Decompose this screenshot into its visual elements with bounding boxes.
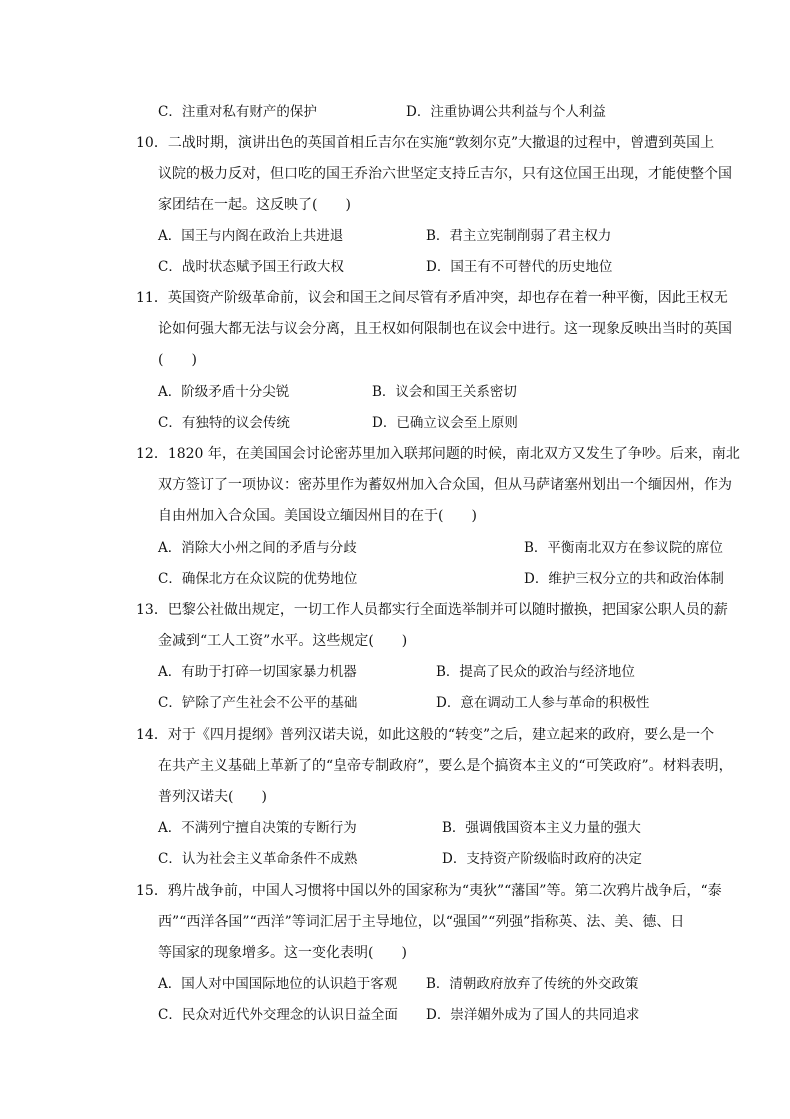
- q11-stem-line-2: 论如何强大都无法与议会分离，且王权如何限制也在议会中进行。这一现象反映出当时的英国: [158, 321, 732, 337]
- q12-stem-line-1: 12．1820 年，在美国国会讨论密苏里加入联邦问题的时候，南北双方又发生了争吵。后来，南北: [136, 446, 740, 462]
- q11-stem-line-1: 11．英国资产阶级革命前，议会和国王之间尽管有矛盾冲突，却也存在着一种平衡，因此王权无: [136, 290, 728, 306]
- q15-option-c: C．民众对近代外交理念的认识日益全面: [158, 1007, 398, 1023]
- q10-option-a: A．国王与内阁在政治上共进退: [158, 228, 344, 244]
- q12-stem-line-2: 双方签订了一项协议：密苏里作为蓄奴州加入合众国，但从马萨诸塞州划出一个缅因州，作为: [158, 477, 732, 493]
- q14-option-b: B．强调俄国资本主义力量的强大: [442, 820, 641, 836]
- q14-stem-line-2: 在共产主义基础上革新了的“皇帝专制政府”，要么是个搞资本主义的“可笑政府”。材料表明，: [158, 758, 733, 774]
- q12-stem-line-3: 自由州加入合众国。美国设立缅因州目的在于( ): [158, 508, 477, 524]
- q10-option-b: B．君主立宪制削弱了君主权力: [426, 228, 612, 244]
- q12-option-b: B．平衡南北双方在参议院的席位: [524, 540, 723, 556]
- q13-stem-line-2: 金减到“工人工资”水平。这些规定( ): [158, 633, 408, 649]
- q11-option-a: A．阶级矛盾十分尖锐: [158, 384, 290, 400]
- q9-option-c: C．注重对私有财产的保护: [158, 104, 317, 120]
- q11-option-b: B．议会和国王关系密切: [372, 384, 517, 400]
- q15-option-d: D．崇洋媚外成为了国人的共同追求: [426, 1007, 640, 1023]
- q14-option-c: C．认为社会主义革命条件不成熟: [158, 851, 358, 867]
- q10-stem-line-3: 家团结在一起。这反映了( ): [158, 197, 351, 213]
- q13-option-d: D．意在调动工人参与革命的积极性: [436, 695, 650, 711]
- q14-option-d: D．支持资产阶级临时政府的决定: [442, 851, 642, 867]
- q15-stem-line-1: 15．鸦片战争前，中国人习惯将中国以外的国家称为“夷狄”“藩国”等。第二次鸦片战争后，“泰: [136, 883, 722, 899]
- q14-stem-line-3: 普列汉诺夫( ): [158, 789, 267, 805]
- q13-option-b: B．提高了民众的政治与经济地位: [436, 664, 635, 680]
- q10-option-d: D．国王有不可替代的历史地位: [426, 259, 613, 275]
- q15-option-b: B．清朝政府放弃了传统的外交政策: [426, 976, 639, 992]
- q14-option-a: A．不满列宁擅自决策的专断行为: [158, 820, 357, 836]
- q10-option-c: C．战时状态赋予国王行政大权: [158, 259, 344, 275]
- q14-stem-line-1: 14．对于《四月提纲》普列汉诺夫说，如此这般的“转变”之后，建立起来的政府，要么是一个: [136, 727, 715, 743]
- q13-option-c: C．铲除了产生社会不公平的基础: [158, 695, 358, 711]
- q11-option-d: D．已确立议会至上原则: [372, 415, 518, 431]
- q10-stem-line-2: 议院的极力反对，但口吃的国王乔治六世坚定支持丘吉尔，只有这位国王出现，才能使整个国: [158, 166, 732, 182]
- q12-option-c: C．确保北方在众议院的优势地位: [158, 571, 358, 587]
- q9-option-d: D．注重协调公共利益与个人利益: [406, 104, 606, 120]
- q11-option-c: C．有独特的议会传统: [158, 415, 290, 431]
- q13-stem-line-1: 13．巴黎公社做出规定，一切工作人员都实行全面选举制并可以随时撤换，把国家公职人员的薪: [136, 602, 728, 618]
- q11-stem-line-3: ( ): [158, 352, 197, 368]
- q12-option-d: D．维护三权分立的共和政治体制: [524, 571, 724, 587]
- q15-stem-line-2: 西”“西洋各国”“西洋”等词汇居于主导地位，以“强国”“列强”指称英、法、美、德、日: [158, 914, 685, 930]
- q12-option-a: A．消除大小州之间的矛盾与分歧: [158, 540, 357, 556]
- q10-stem-line-1: 10．二战时期，演讲出色的英国首相丘吉尔在实施“敦刻尔克”大撤退的过程中，曾遭到英国上: [136, 135, 715, 151]
- q13-option-a: A．有助于打碎一切国家暴力机器: [158, 664, 357, 680]
- q15-stem-line-3: 等国家的现象增多。这一变化表明( ): [158, 945, 407, 961]
- q15-option-a: A．国人对中国国际地位的认识趋于客观: [158, 976, 398, 992]
